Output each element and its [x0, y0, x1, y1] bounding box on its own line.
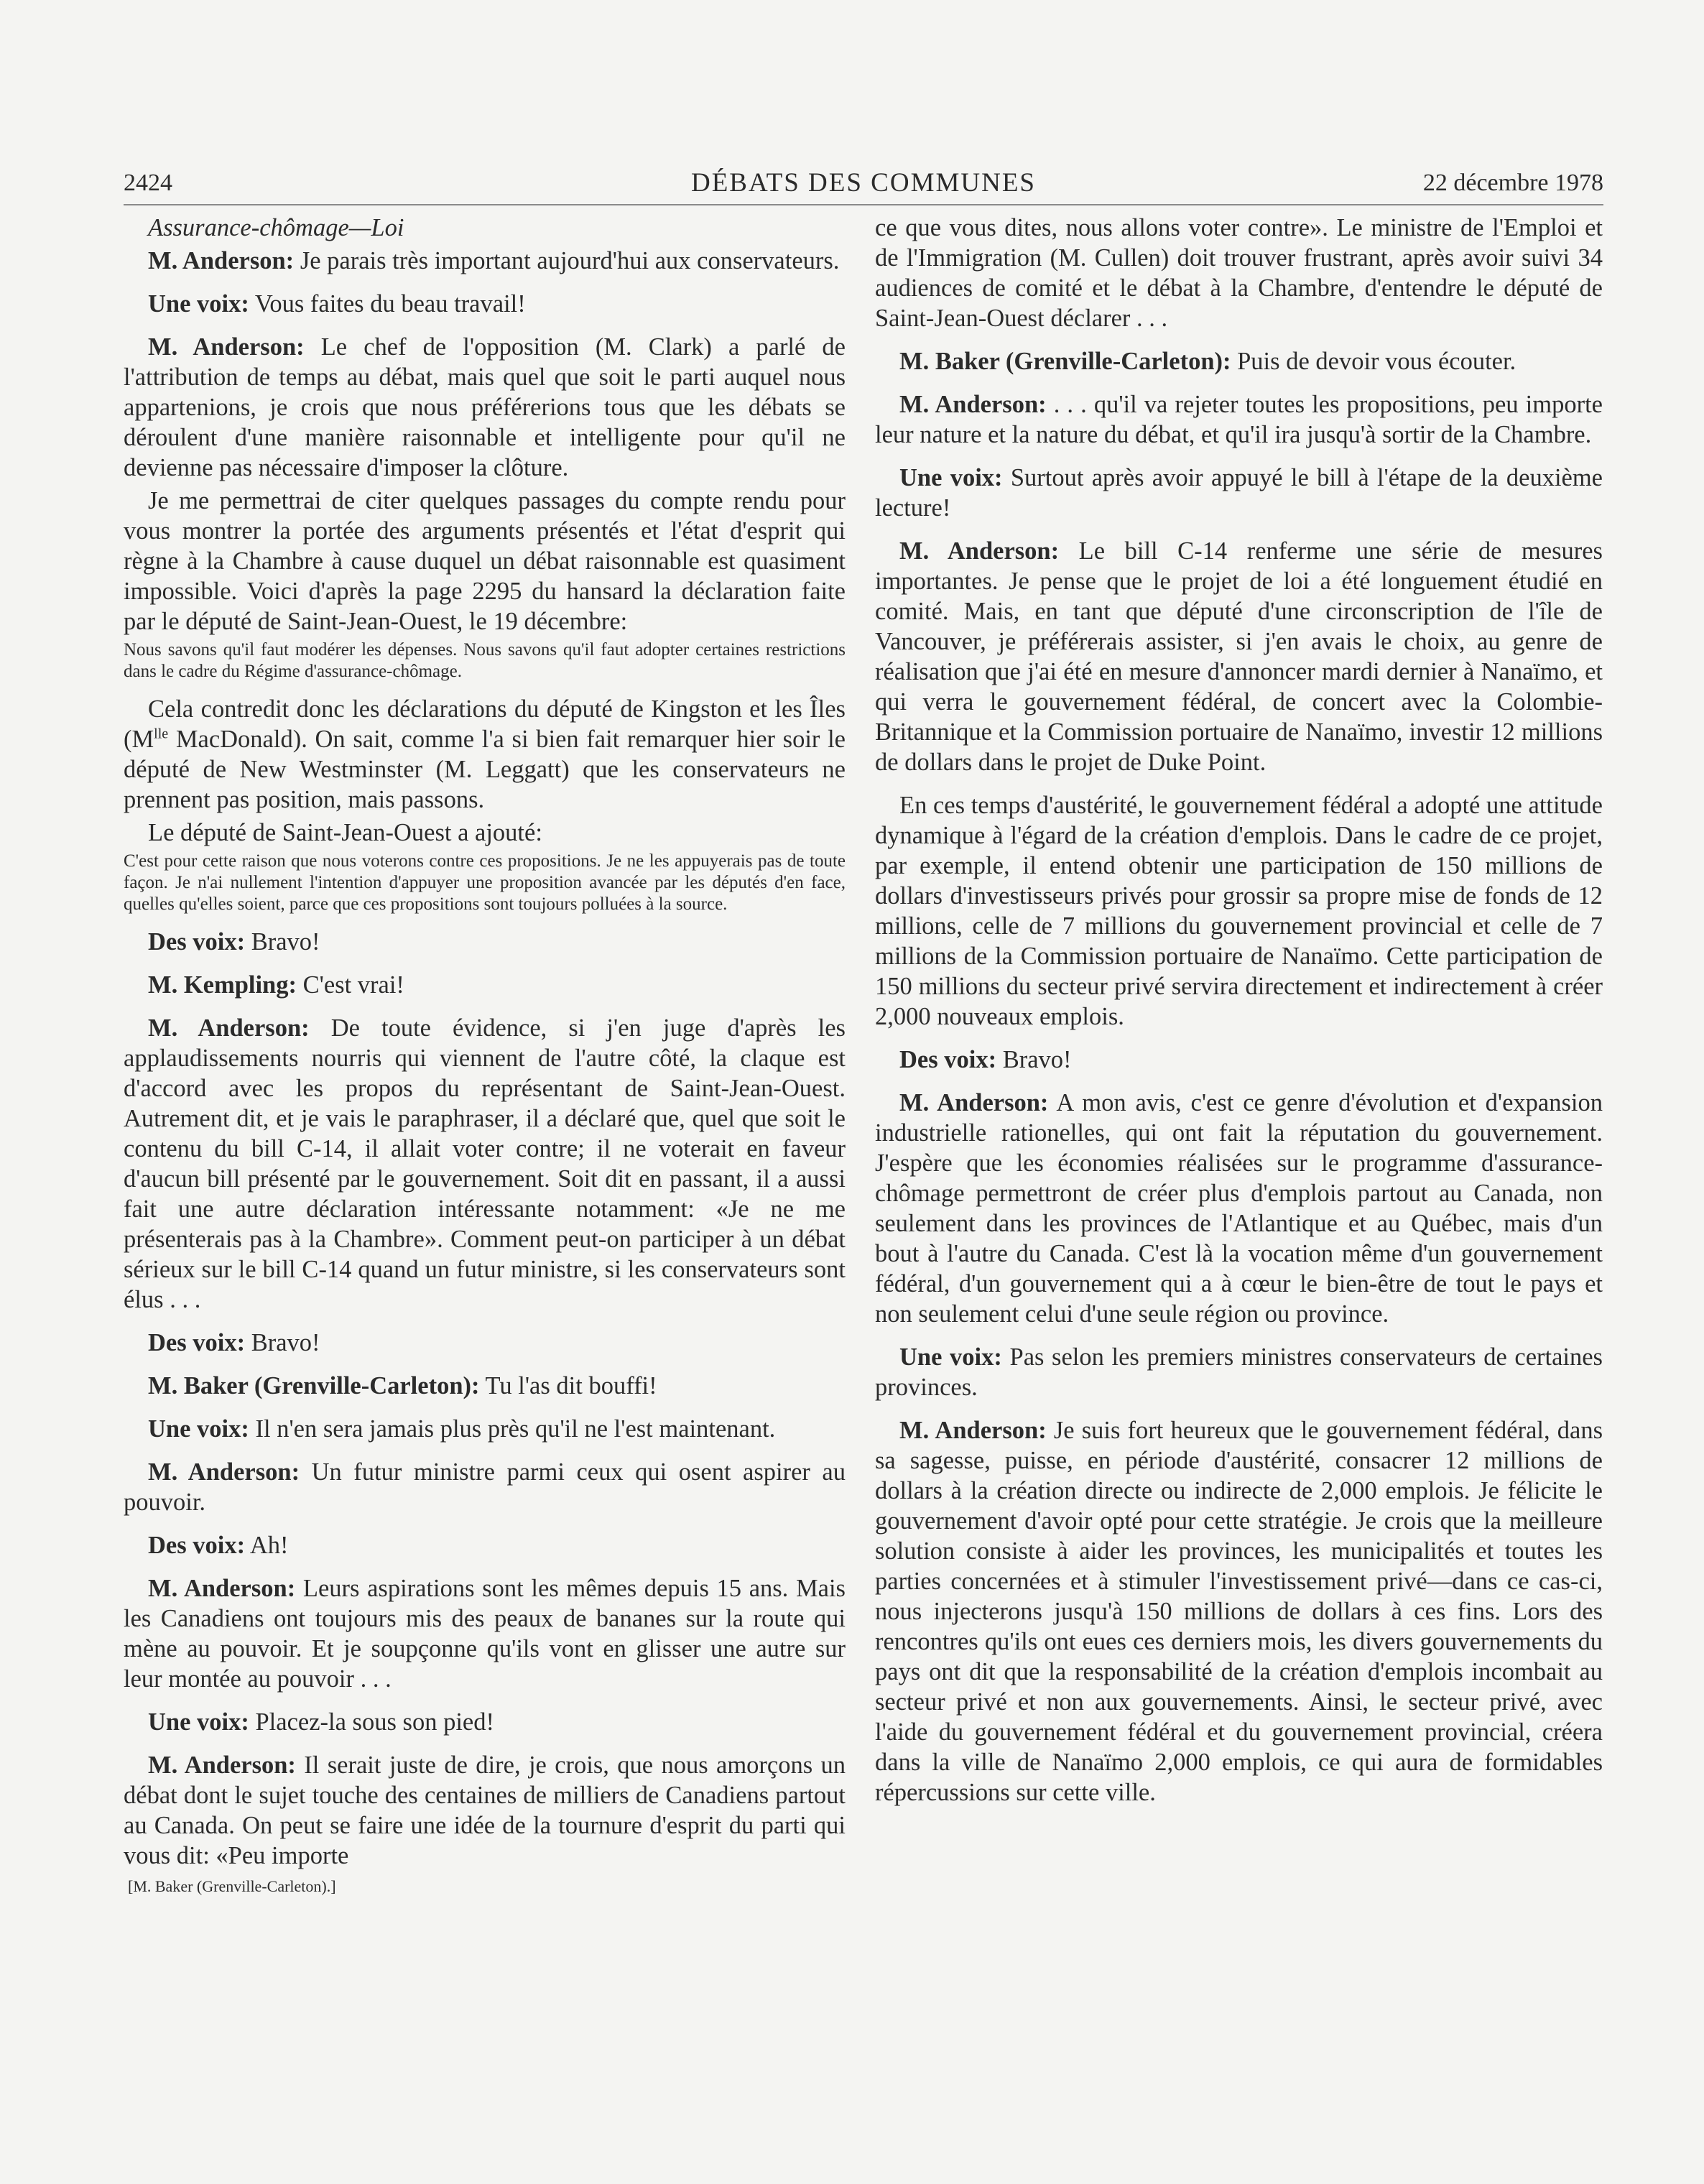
paragraph — [124, 246, 846, 276]
speech-text: Un futur ministre parmi ceux qui osent aspirer au pouvoir. — [124, 1458, 846, 1516]
speech-text: A mon avis, c'est ce genre d'évolution et d'expansion industrielle rationelles, qui ont fait la réputation du gouvernement. J'espère que les économies réalisées sur le programme d'assurance-chômage permettront de créer plus d'emplois partout au Canada, non seulement dans les provinces de l'Atlantique et au Québec, mais d'un bout à l'autre du Canada. C'est là la vocation même d'un gouvernement fédéral, d'un gouvernement qui a à cœur le bien-être de tout le pays et non seulement celui d'une seule région ou province. — [875, 1089, 1603, 1328]
speech-text: Pas selon les premiers ministres conservateurs de certaines provinces. — [875, 1343, 1603, 1401]
page-number: 2424 — [124, 170, 172, 196]
block-quote: C'est pour cette raison que nous voterons contre ces propositions. Je ne les appuyerais pas de toute façon. Je n'ai nullement l'intention d'appuyer une proposition avancée par les députés d'en face, quelles qu'elles soient, parce que ces propositions sont toujours polluées à la source. — [124, 851, 846, 914]
paragraph — [124, 289, 846, 319]
block-quote: Nous savons qu'il faut modérer les dépenses. Nous savons qu'il faut adopter certaines restrictions dans le cadre du Régime d'assurance-chômage. — [124, 640, 846, 681]
speech-text: De toute évidence, si j'en juge d'après les applaudissements nourris qui viennent de l'autre côté, la claque est d'accord avec les propos du représentant de Saint-Jean-Ouest. Autrement dit, et je vais le paraphraser, il a déclaré que, quel que soit le contenu du bill C-14, il allait voter contre; il ne voterait en faveur d'aucun bill présenté par le gouvernement. Soit dit en passant, il a aussi fait une autre déclaration intéressante notamment: «Je ne me présenterais pas à la Chambre». Comment peut-on participer à un débat sérieux sur le bill C-14 quand un futur ministre, si les conservateurs sont élus . . . — [124, 1014, 846, 1313]
speech-text: Tu l'as dit bouffi! — [479, 1372, 657, 1399]
speaker-name: M. Anderson: — [148, 247, 295, 274]
paragraph — [875, 389, 1603, 450]
paragraph — [124, 927, 846, 957]
speech-text: Bravo! — [245, 1329, 320, 1356]
paragraph: Le député de Saint-Jean-Ouest a ajouté: — [148, 819, 542, 846]
paragraph: En ces temps d'austérité, le gouvernement fédéral a adopté une attitude dynamique à l'égard de la création d'emplois. Dans le cadre de ce projet, par exemple, il entend obtenir une participation de 150 millions de dollars d'investisseurs privés pour grossir sa propre mise de fonds de 12 millions, celle de 7 millions du gouvernement provincial et celle de 7 millions de la Commission portuaire de Nanaïmo. Cette participation de 150 millions du secteur privé servira directement et indirectement à créer 2,000 nouveaux emplois. — [875, 792, 1603, 1030]
speaker-name: Une voix: — [899, 1343, 1002, 1371]
paragraph — [124, 1707, 846, 1737]
paragraph — [875, 536, 1603, 777]
speaker-name: M. Anderson: — [148, 1458, 300, 1486]
paragraph — [875, 1045, 1603, 1075]
paragraph — [124, 1573, 846, 1694]
paragraph — [124, 1457, 846, 1517]
right-column — [875, 213, 1603, 1820]
paragraph — [124, 1328, 846, 1358]
speaker-footnote: [M. Baker (Grenville-Carleton).] — [128, 1877, 336, 1895]
left-column — [124, 213, 846, 1910]
paragraph — [124, 1750, 846, 1871]
speaker-name: M. Anderson: — [148, 1752, 296, 1779]
paragraph — [875, 463, 1603, 523]
paragraph: ce que vous dites, nous allons voter contre». Le ministre de l'Emploi et de l'Immigration (M. Cullen) doit trouver frustrant, après avoir suivi 34 audiences de comité et le débat à la Chambre, d'entendre le député de Saint-Jean-Ouest déclarer . . . — [875, 214, 1603, 332]
speaker-name: M. Anderson: — [148, 1014, 310, 1042]
paragraph — [124, 694, 846, 815]
speech-text: Leurs aspirations sont les mêmes depuis 15 ans. Mais les Canadiens ont toujours mis des peaux de bananes sur la route qui mène au pouvoir. Et je soupçonne qu'ils vont en glisser une autre sur leur montée au pouvoir . . . — [124, 1575, 846, 1693]
speaker-name: M. Kempling: — [148, 971, 297, 999]
speech-text: Il serait juste de dire, je crois, que nous amorçons un débat dont le sujet touche des centaines de milliers de Canadiens partout au Canada. On peut se faire une idée de la tournure d'esprit du parti qui vous dit: «Peu importe — [124, 1752, 846, 1869]
paragraph — [124, 1530, 846, 1560]
speech-text: Vous faites du beau travail! — [249, 290, 526, 318]
speech-text: MacDonald). On sait, comme l'a si bien fait remarquer hier soir le député de New Westminster (M. Leggatt) que les conservateurs ne prennent pas position, mais passons. — [124, 726, 846, 813]
paragraph — [124, 332, 846, 483]
speaker-name: M. Anderson: — [899, 1089, 1049, 1116]
header-rule — [124, 204, 1603, 205]
speech-text: . . . qu'il va rejeter toutes les propositions, peu importe leur nature et la nature du débat, et qu'il ira jusqu'à sortir de la Chambre. — [875, 391, 1603, 448]
speaker-name: Des voix: — [899, 1046, 997, 1073]
speech-text: Bravo! — [245, 928, 320, 956]
speech-text: Le chef de l'opposition (M. Clark) a parlé de l'attribution de temps au débat, mais quel que soit le parti auquel nous appartenions, je crois que nous préférerions tous que les débats se déroulent d'une manière raisonnable et intelligente pour qu'il ne devienne pas nécessaire d'imposer la clôture. — [124, 333, 846, 481]
speech-text: Le bill C-14 renferme une série de mesures importantes. Je pense que le projet de loi a été longuement étudié en comité. Mais, en tant que député d'une circonscription de l'île de Vancouver, je préférerais assister, si j'en avais le choix, au genre de réalisation que j'ai été en mesure d'annoncer mardi dernier à Nanaïmo, et qui verra le gouvernement fédéral, de concert avec la Colombie-Britannique et la Commission portuaire de Nanaïmo, investir 12 millions de dollars dans le projet de Duke Point. — [875, 537, 1603, 776]
speaker-name: Une voix: — [148, 1415, 249, 1443]
speech-text: Placez-la sous son pied! — [249, 1708, 494, 1736]
speaker-name: Des voix: — [148, 928, 246, 956]
publication-title: DÉBATS DES COMMUNES — [690, 168, 1036, 198]
speech-text: Il n'en sera jamais plus près qu'il ne l'est maintenant. — [249, 1415, 776, 1443]
publication-date: 22 décembre 1978 — [1422, 170, 1603, 196]
paragraph — [875, 1088, 1603, 1329]
speaker-name: Une voix: — [148, 290, 249, 318]
paragraph — [124, 970, 846, 1000]
speech-text: Surtout après avoir appuyé le bill à l'étape de la deuxième lecture! — [875, 464, 1603, 522]
speech-text: Puis de devoir vous écouter. — [1231, 348, 1517, 375]
speaker-name: M. Anderson: — [899, 391, 1047, 418]
paragraph — [124, 1414, 846, 1444]
speaker-name: M. Anderson: — [899, 537, 1060, 565]
speech-text: C'est vrai! — [296, 971, 404, 999]
paragraph — [875, 346, 1603, 376]
section-subhead: Assurance-chômage—Loi — [148, 214, 404, 241]
speech-text: Ah! — [245, 1532, 289, 1559]
superscript: lle — [154, 726, 169, 742]
speaker-name: Des voix: — [148, 1532, 246, 1559]
speech-text: Je suis fort heureux que le gouvernement fédéral, dans sa sagesse, puisse, en période d'austérité, consacrer 12 millions de dollars à la création directe ou indirecte de 2,000 emplois. Je félicite le gouvernement d'avoir opté pour cette stratégie. Je crois que la meilleure solution consiste à aider les provinces, les municipalités et toutes les parties concernées et à stimuler l'investissement privé—dans ce cas-ci, nous injecterons jusqu'à 150 millions de dollars à ces fins. Lors des rencontres qu'ils ont eues ces derniers mois, les divers gouvernements du pays ont dit que la responsabilité de la création d'emplois incombait au secteur privé et non aux gouvernements. Ainsi, le secteur privé, avec l'aide du gouvernement fédéral et du gouvernement provincial, créera dans la ville de Nanaïmo 2,000 emplois, ce qui aura de formidables répercussions sur cette ville. — [875, 1417, 1603, 1806]
page-header — [124, 164, 1603, 203]
speaker-name: M. Anderson: — [148, 1575, 296, 1602]
speech-text: Cela contredit donc les déclarations du député de Kingston et les Îles (M — [124, 695, 846, 753]
speech-text: Je parais très important aujourd'hui aux conservateurs. — [294, 247, 840, 274]
speech-text: Bravo! — [996, 1046, 1072, 1073]
paragraph — [124, 1371, 846, 1401]
speaker-name: M. Baker (Grenville-Carleton): — [148, 1372, 480, 1399]
speaker-name: M. Anderson: — [899, 1417, 1047, 1444]
speaker-name: M. Baker (Grenville-Carleton): — [899, 348, 1231, 375]
speaker-name: Une voix: — [899, 464, 1003, 491]
paragraph — [875, 1415, 1603, 1808]
paragraph — [124, 1013, 846, 1315]
paragraph — [875, 1342, 1603, 1402]
speaker-name: Une voix: — [148, 1708, 249, 1736]
speaker-name: Des voix: — [148, 1329, 246, 1356]
paragraph: Je me permettrai de citer quelques passages du compte rendu pour vous montrer la portée des arguments présentés et l'état d'esprit qui règne à la Chambre à cause duquel un débat raisonnable est quasiment impossible. Voici d'après la page 2295 du hansard la déclaration faite par le député de Saint-Jean-Ouest, le 19 décembre: — [124, 487, 846, 635]
speaker-name: M. Anderson: — [148, 333, 305, 361]
